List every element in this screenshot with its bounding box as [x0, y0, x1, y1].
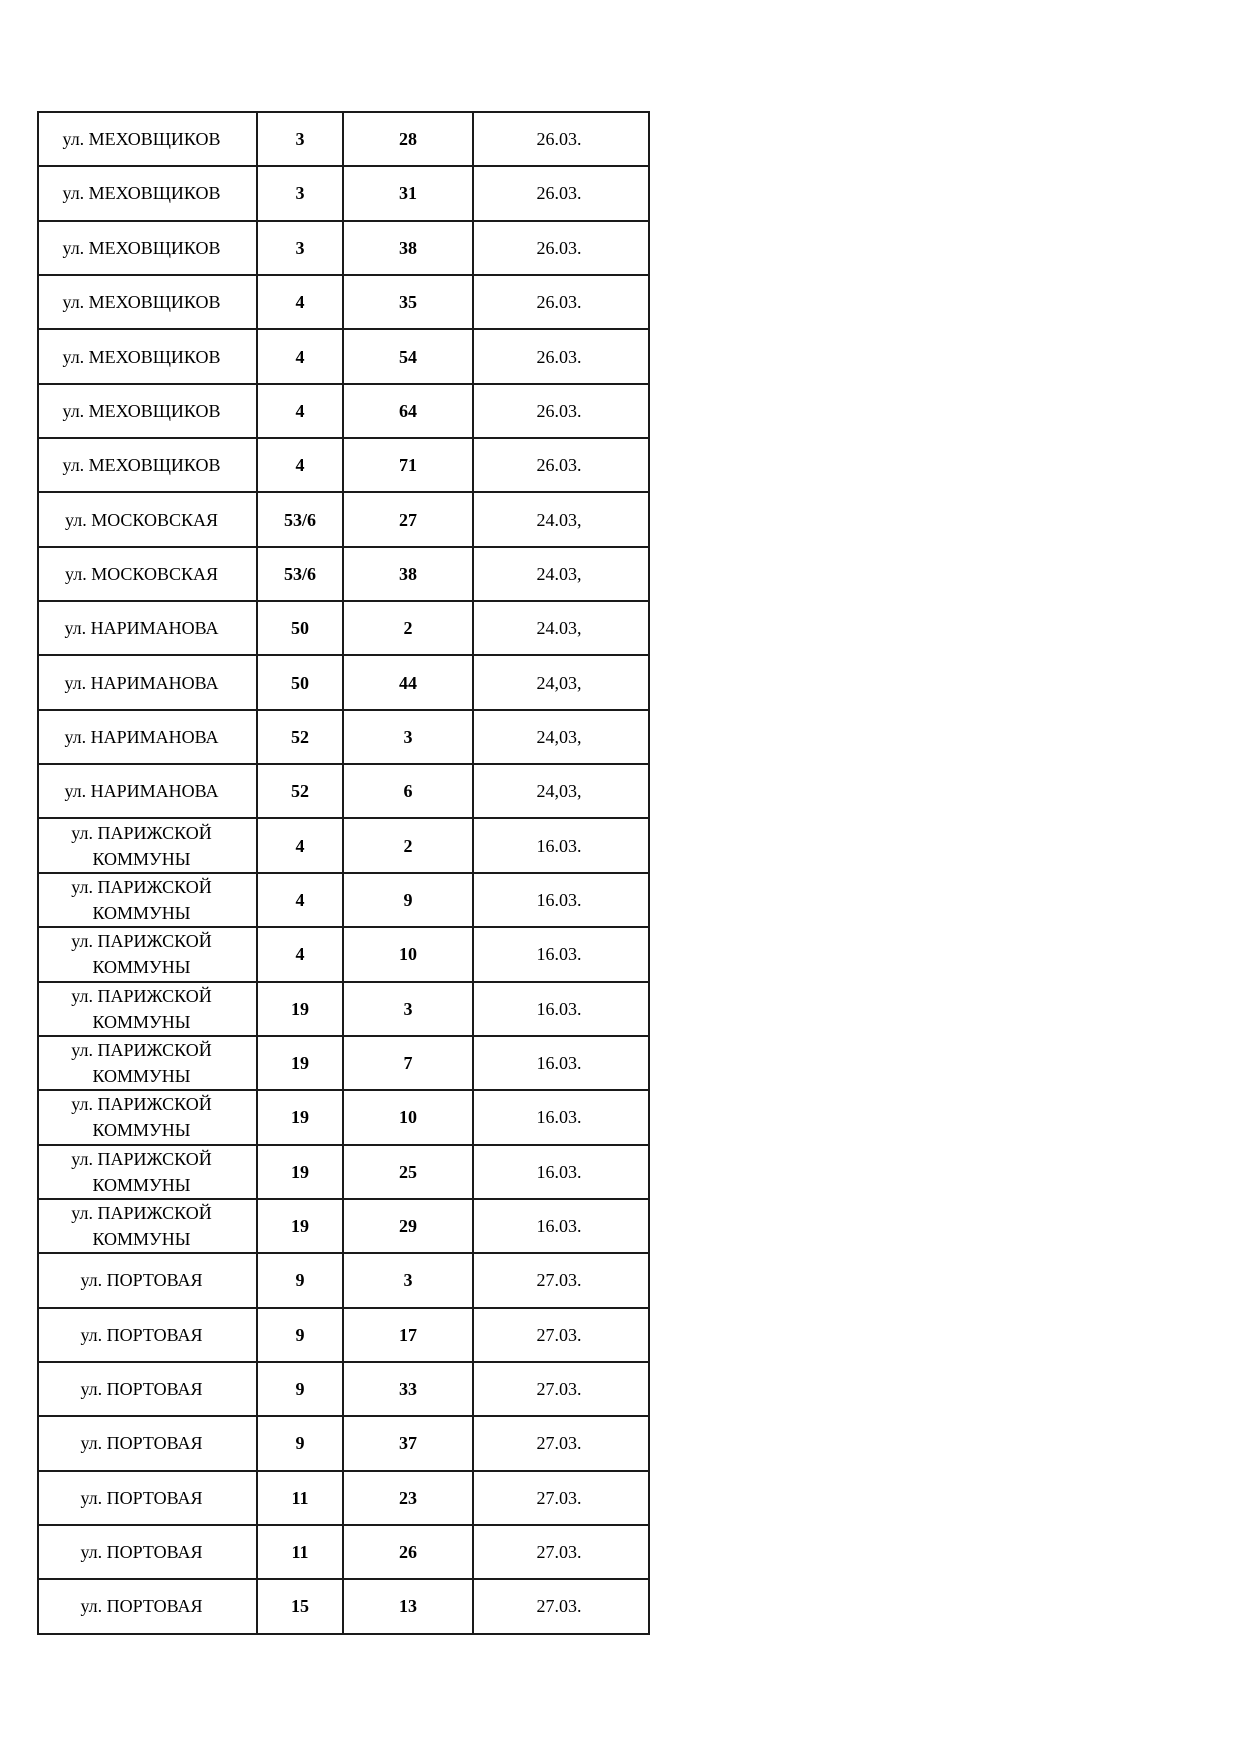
apartment-number-cell: 33: [343, 1362, 473, 1416]
street-cell: ул. ПАРИЖСКОЙ КОММУНЫ: [38, 873, 257, 927]
street-cell: ул. ПОРТОВАЯ: [38, 1416, 257, 1470]
apartment-number-cell: 23: [343, 1471, 473, 1525]
table-row: [38, 927, 649, 981]
table-row: [38, 1416, 649, 1470]
table-row: [38, 764, 649, 818]
date-cell: 16.03.: [473, 1036, 649, 1090]
table-row: [38, 275, 649, 329]
street-cell: ул. ПАРИЖСКОЙ КОММУНЫ: [38, 1036, 257, 1090]
apartment-number-cell: 27: [343, 492, 473, 546]
apartment-number-cell: 35: [343, 275, 473, 329]
apartment-number-cell: 7: [343, 1036, 473, 1090]
street-cell: ул. НАРИМАНОВА: [38, 764, 257, 818]
street-cell: ул. ПОРТОВАЯ: [38, 1308, 257, 1362]
date-cell: 26.03.: [473, 329, 649, 383]
apartment-number-cell: 25: [343, 1145, 473, 1199]
apartment-number-cell: 10: [343, 927, 473, 981]
date-cell: 27.03.: [473, 1471, 649, 1525]
street-cell: ул. МЕХОВЩИКОВ: [38, 221, 257, 275]
apartment-number-cell: 3: [343, 710, 473, 764]
table-row: [38, 655, 649, 709]
house-number-cell: 53/6: [257, 492, 343, 546]
date-cell: 27.03.: [473, 1416, 649, 1470]
table-row: [38, 982, 649, 1036]
table-row: [38, 818, 649, 872]
apartment-number-cell: 26: [343, 1525, 473, 1579]
street-cell: ул. ПАРИЖСКОЙ КОММУНЫ: [38, 927, 257, 981]
date-cell: 27.03.: [473, 1308, 649, 1362]
date-cell: 26.03.: [473, 275, 649, 329]
house-number-cell: 19: [257, 982, 343, 1036]
house-number-cell: 53/6: [257, 547, 343, 601]
table-row: [38, 492, 649, 546]
date-cell: 16.03.: [473, 873, 649, 927]
date-cell: 26.03.: [473, 384, 649, 438]
table-row: [38, 1036, 649, 1090]
table-row: [38, 438, 649, 492]
apartment-number-cell: 17: [343, 1308, 473, 1362]
apartment-number-cell: 54: [343, 329, 473, 383]
table-row: [38, 547, 649, 601]
apartment-number-cell: 10: [343, 1090, 473, 1144]
apartment-number-cell: 6: [343, 764, 473, 818]
table-row: [38, 112, 649, 166]
house-number-cell: 19: [257, 1036, 343, 1090]
house-number-cell: 11: [257, 1471, 343, 1525]
house-number-cell: 4: [257, 873, 343, 927]
table-row: [38, 1525, 649, 1579]
house-number-cell: 15: [257, 1579, 343, 1633]
house-number-cell: 4: [257, 384, 343, 438]
street-cell: ул. МЕХОВЩИКОВ: [38, 166, 257, 220]
street-cell: ул. ПОРТОВАЯ: [38, 1253, 257, 1307]
apartment-number-cell: 2: [343, 818, 473, 872]
house-number-cell: 4: [257, 275, 343, 329]
date-cell: 24,03,: [473, 710, 649, 764]
table-row: [38, 1362, 649, 1416]
street-cell: ул. МЕХОВЩИКОВ: [38, 384, 257, 438]
house-number-cell: 9: [257, 1253, 343, 1307]
date-cell: 27.03.: [473, 1362, 649, 1416]
house-number-cell: 19: [257, 1145, 343, 1199]
house-number-cell: 3: [257, 112, 343, 166]
house-number-cell: 50: [257, 655, 343, 709]
date-cell: 24,03,: [473, 655, 649, 709]
date-cell: 24,03,: [473, 764, 649, 818]
house-number-cell: 52: [257, 764, 343, 818]
apartment-number-cell: 29: [343, 1199, 473, 1253]
house-number-cell: 4: [257, 438, 343, 492]
date-cell: 27.03.: [473, 1253, 649, 1307]
apartment-number-cell: 44: [343, 655, 473, 709]
date-cell: 16.03.: [473, 1145, 649, 1199]
date-cell: 16.03.: [473, 927, 649, 981]
table-row: [38, 384, 649, 438]
table-row: [38, 1579, 649, 1633]
street-cell: ул. МОСКОВСКАЯ: [38, 492, 257, 546]
apartment-number-cell: 38: [343, 221, 473, 275]
house-number-cell: 9: [257, 1362, 343, 1416]
address-table-container: [37, 111, 650, 1635]
street-cell: ул. МОСКОВСКАЯ: [38, 547, 257, 601]
apartment-number-cell: 71: [343, 438, 473, 492]
apartment-number-cell: 3: [343, 982, 473, 1036]
table-row: [38, 1090, 649, 1144]
table-row: [38, 329, 649, 383]
date-cell: 26.03.: [473, 221, 649, 275]
table-row: [38, 1199, 649, 1253]
street-cell: ул. НАРИМАНОВА: [38, 655, 257, 709]
table-row: [38, 873, 649, 927]
apartment-number-cell: 2: [343, 601, 473, 655]
table-row: [38, 601, 649, 655]
date-cell: 26.03.: [473, 112, 649, 166]
date-cell: 27.03.: [473, 1579, 649, 1633]
street-cell: ул. ПОРТОВАЯ: [38, 1579, 257, 1633]
house-number-cell: 9: [257, 1308, 343, 1362]
house-number-cell: 52: [257, 710, 343, 764]
street-cell: ул. ПАРИЖСКОЙ КОММУНЫ: [38, 1090, 257, 1144]
street-cell: ул. НАРИМАНОВА: [38, 710, 257, 764]
street-cell: ул. ПОРТОВАЯ: [38, 1525, 257, 1579]
table-row: [38, 710, 649, 764]
apartment-number-cell: 31: [343, 166, 473, 220]
date-cell: 16.03.: [473, 1199, 649, 1253]
house-number-cell: 3: [257, 221, 343, 275]
apartment-number-cell: 9: [343, 873, 473, 927]
apartment-number-cell: 3: [343, 1253, 473, 1307]
street-cell: ул. ПОРТОВАЯ: [38, 1471, 257, 1525]
apartment-number-cell: 38: [343, 547, 473, 601]
date-cell: 16.03.: [473, 982, 649, 1036]
table-row: [38, 166, 649, 220]
table-body: [38, 112, 649, 1634]
table-row: [38, 1253, 649, 1307]
date-cell: 24.03,: [473, 547, 649, 601]
street-cell: ул. ПАРИЖСКОЙ КОММУНЫ: [38, 1145, 257, 1199]
date-cell: 26.03.: [473, 438, 649, 492]
date-cell: 24.03,: [473, 601, 649, 655]
apartment-number-cell: 64: [343, 384, 473, 438]
apartment-number-cell: 13: [343, 1579, 473, 1633]
address-table: [37, 111, 650, 1635]
table-row: [38, 1308, 649, 1362]
date-cell: 16.03.: [473, 1090, 649, 1144]
house-number-cell: 3: [257, 166, 343, 220]
street-cell: ул. МЕХОВЩИКОВ: [38, 275, 257, 329]
house-number-cell: 19: [257, 1199, 343, 1253]
date-cell: 24.03,: [473, 492, 649, 546]
house-number-cell: 50: [257, 601, 343, 655]
street-cell: ул. ПАРИЖСКОЙ КОММУНЫ: [38, 818, 257, 872]
street-cell: ул. ПАРИЖСКОЙ КОММУНЫ: [38, 982, 257, 1036]
house-number-cell: 4: [257, 329, 343, 383]
house-number-cell: 9: [257, 1416, 343, 1470]
street-cell: ул. МЕХОВЩИКОВ: [38, 438, 257, 492]
table-row: [38, 221, 649, 275]
house-number-cell: 11: [257, 1525, 343, 1579]
house-number-cell: 19: [257, 1090, 343, 1144]
table-row: [38, 1471, 649, 1525]
street-cell: ул. НАРИМАНОВА: [38, 601, 257, 655]
date-cell: 26.03.: [473, 166, 649, 220]
street-cell: ул. ПОРТОВАЯ: [38, 1362, 257, 1416]
table-row: [38, 1145, 649, 1199]
date-cell: 16.03.: [473, 818, 649, 872]
street-cell: ул. МЕХОВЩИКОВ: [38, 329, 257, 383]
street-cell: ул. ПАРИЖСКОЙ КОММУНЫ: [38, 1199, 257, 1253]
street-cell: ул. МЕХОВЩИКОВ: [38, 112, 257, 166]
house-number-cell: 4: [257, 927, 343, 981]
apartment-number-cell: 28: [343, 112, 473, 166]
house-number-cell: 4: [257, 818, 343, 872]
apartment-number-cell: 37: [343, 1416, 473, 1470]
date-cell: 27.03.: [473, 1525, 649, 1579]
